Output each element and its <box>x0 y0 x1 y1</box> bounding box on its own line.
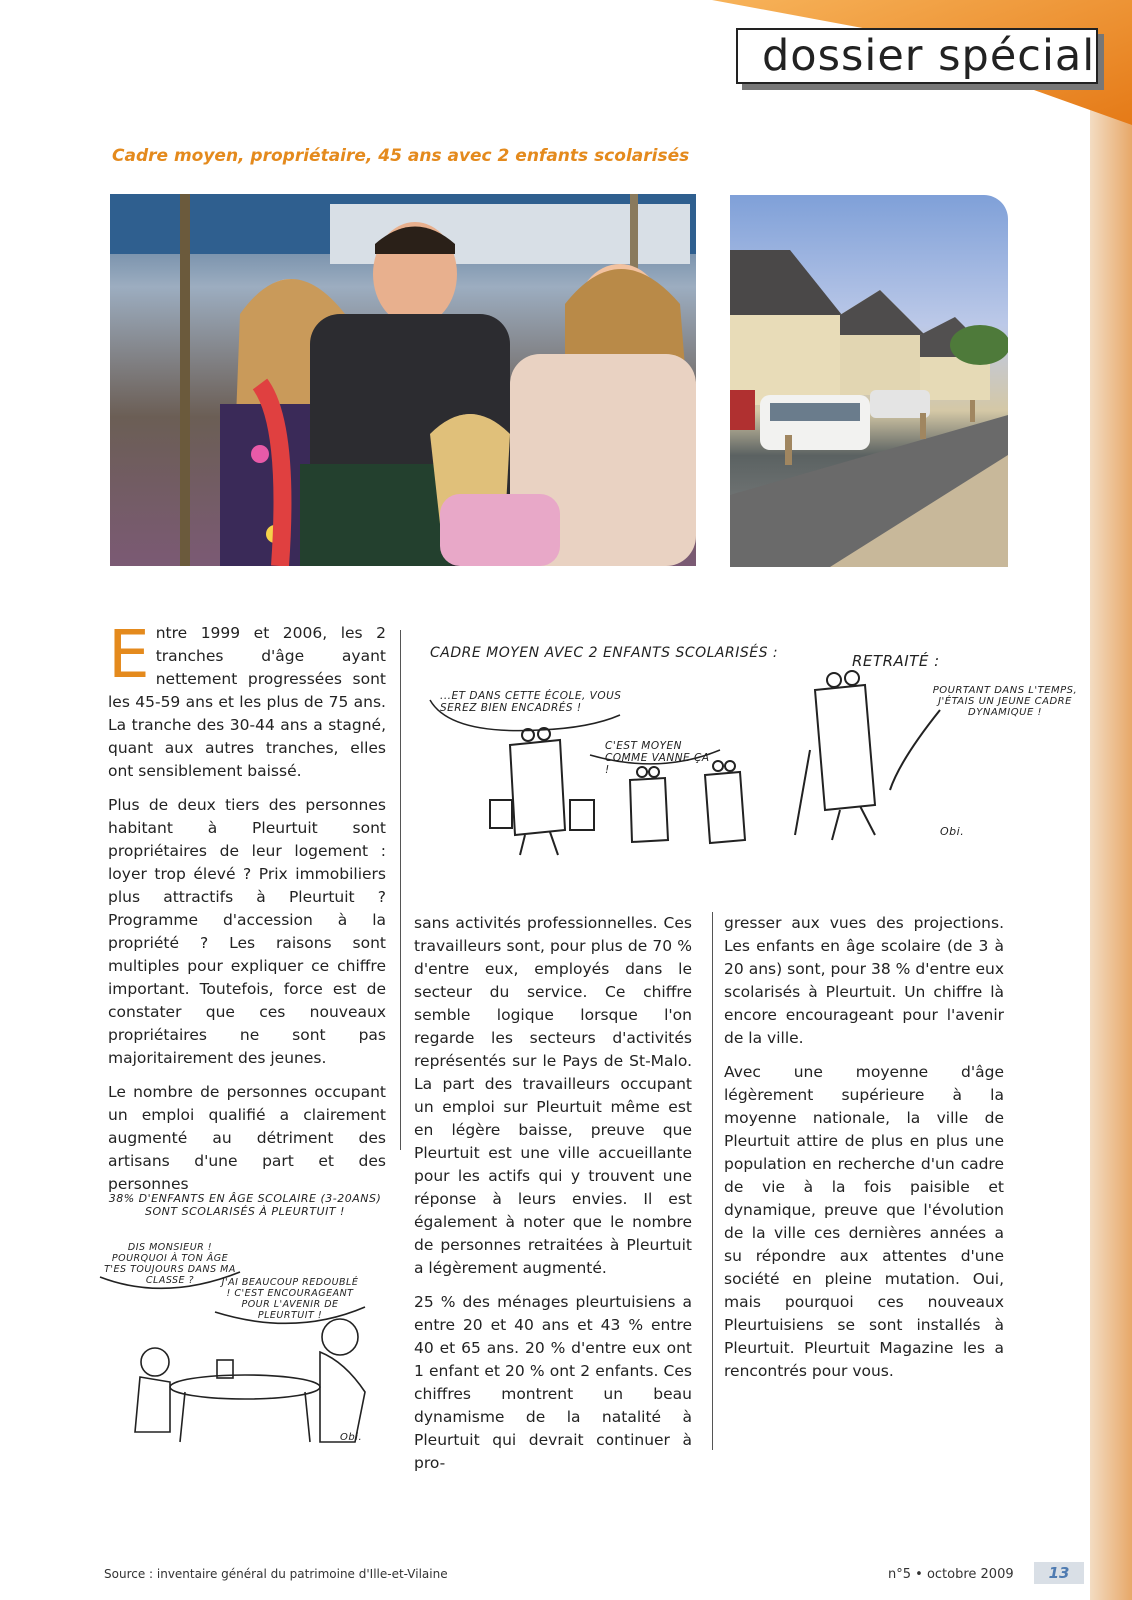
footer-issue: n°5 • octobre 2009 <box>888 1567 1014 1582</box>
article-column-1 <box>108 616 386 1207</box>
speech-bubble: DIS MONSIEUR ! POURQUOI À TON ÂGE T'ES TOUJOURS DANS MA CLASSE ? <box>104 1242 236 1286</box>
column-divider <box>712 912 713 1450</box>
page-number: 13 <box>1034 1562 1084 1584</box>
section-title: dossier spécial <box>762 31 1096 81</box>
cartoon-drawing <box>420 640 1080 880</box>
paragraph: sans activités professionnelles. Ces travailleurs sont, pour plus de 70 % d'entre eux, employés dans le secteur du service. Ce chiffre semble logique lorsque l'on regarde les secteurs d'activités représentés sur le Pays de St-Malo. La part des travailleurs occupant un emploi sur Pleurtuit même est en légère baisse, preuve que Pleurtuit est une ville accueillante pour les actifs qui y trouvent une réponse à leurs envies. Il est également à noter que le nombre de personnes retraitées à Pleurtuit a légèrement augmenté. <box>414 914 692 1277</box>
cartoon-signature: Obi. <box>340 1432 363 1443</box>
cartoon-caption: RETRAITÉ : <box>852 652 940 670</box>
section-header <box>736 28 1098 84</box>
decorative-side-strip <box>1090 0 1132 1600</box>
cartoon-bottom <box>95 1192 395 1452</box>
paragraph: 25 % des ménages pleurtuisiens a entre 20 et 40 ans et 43 % entre 40 et 65 ans. 20 % d'entre eux ont 1 enfant et 20 % ont 2 enfants. Ces chiffres montrent un beau dynamisme de la natalité à Pleurtuit qui devrait continuer à pro- <box>414 1293 692 1472</box>
cartoon-signature: Obi. <box>940 825 965 838</box>
article-column-3 <box>724 912 1004 1394</box>
paragraph: ntre 1999 et 2006, les 2 tranches d'âge ayant nettement progressées sont les 45-59 ans et les plus de 75 ans. La tranche des 30-44 ans a stagné, quant aux autres tranches, elles ont sensiblement baissé. <box>108 624 386 780</box>
houses-photo <box>730 195 1008 567</box>
cartoon-caption: CADRE MOYEN AVEC 2 ENFANTS SCOLARISÉS : <box>430 645 779 661</box>
speech-bubble: ...ET DANS CETTE ÉCOLE, VOUS SEREZ BIEN ENCADRÉS ! <box>440 690 622 714</box>
article-subtitle: Cadre moyen, propriétaire, 45 ans avec 2 enfants scolarisés <box>112 146 690 166</box>
speech-bubble: C'EST MOYEN COMME VANNE ÇA ! <box>605 740 710 776</box>
cartoon-caption: 38% D'ENFANTS EN ÂGE SCOLAIRE (3-20ANS) SONT SCOLARISÉS À PLEURTUIT ! <box>108 1192 382 1218</box>
cartoon-drawing <box>95 1192 395 1452</box>
speech-bubble: J'AI BEAUCOUP REDOUBLÉ ! C'EST ENCOURAGEANT POUR L'AVENIR DE PLEURTUIT ! <box>221 1277 359 1321</box>
paragraph: Plus de deux tiers des personnes habitant à Pleurtuit sont propriétaires de leur logement : loyer trop élevé ? Prix immobiliers plus attractifs à Pleurtuit ? Programme d'accession à la propriété ? Les raisons sont multiples pour expliquer ce chiffre important. Toutefois, force est de constater que ces nouveaux propriétaires ne sont pas majoritairement des jeunes. <box>108 796 386 1067</box>
article-column-2 <box>414 912 692 1486</box>
column-divider <box>400 630 401 1150</box>
drop-cap: E <box>108 616 150 693</box>
footer-source: Source : inventaire général du patrimoine d'Ille-et-Vilaine <box>104 1567 448 1581</box>
paragraph: Avec une moyenne d'âge légèrement supérieure à la moyenne nationale, la ville de Pleurtuit attire de plus en plus une population en recherche d'un cadre de vie à la fois paisible et dynamique, preuve que l'évolution de la ville ces dernières années a su répondre aux attentes d'une société en pleine mutation. Oui, mais pourquoi ces nouveaux Pleurtuisiens se sont installés à Pleurtuit. Pleurtuit Magazine les a rencontrés pour vous. <box>724 1063 1004 1380</box>
cartoon-top <box>420 640 1080 880</box>
paragraph: gresser aux vues des projections. Les enfants en âge scolaire (de 3 à 20 ans) sont, pour 38 % d'entre eux scolarisés à Pleurtuit. Un chiffre là encore encourageant pour l'avenir de la ville. <box>724 914 1004 1047</box>
speech-bubble: POURTANT DANS L'TEMPS, J'ÉTAIS UN JEUNE CADRE DYNAMIQUE ! <box>932 685 1078 718</box>
paragraph: Le nombre de personnes occupant un emploi qualifié a clairement augmenté au détriment des artisans d'une part et des personnes <box>108 1083 386 1193</box>
family-photo <box>110 194 696 566</box>
